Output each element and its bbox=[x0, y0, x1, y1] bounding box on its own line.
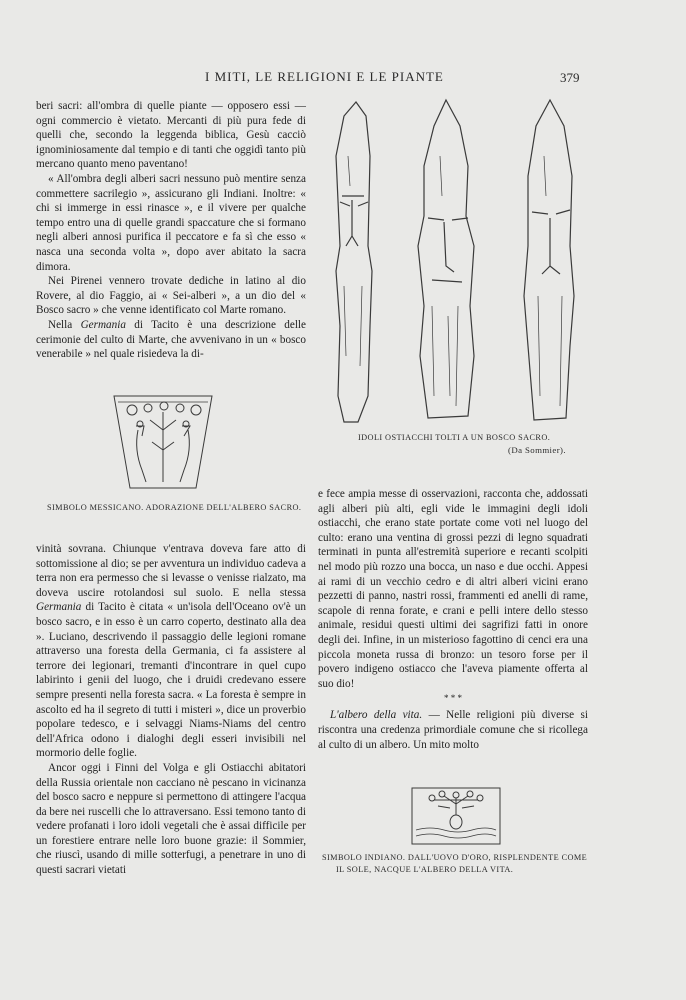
figure-source: (Da Sommier). bbox=[508, 445, 566, 455]
text-column-right bbox=[318, 487, 588, 752]
figure-caption: IL SOLE, NACQUE L'ALBERO DELLA VITA. bbox=[336, 865, 514, 874]
paragraph: e fece ampia messe di osservazioni, racconta che, addossati agli alberi più alti, egli vide le immagini degli idoli ostiacchi, che erano state portate come voti nel luogo del culto: erano una ventina di grossi pezzi di legno squadrati terminati in punta all'estremità superiore e recanti scolpiti nel modo più rozzo una bocca, un naso e due occhi. Appesi ai rami di un vecchio cedro e di altri alberi vicini erano pezzetti di panno, nastri rossi, frammenti ed anelli di rame, scapole di renna forate, e crani e pelli intere dello stesso animale, residui questi ultimi dei sagrifizi fatti in onore degli dei. Infine, in un misterioso fagottino di cenci era una piccola moneta russa di bronzo: un tesoro forse per il povero indigeno ostiacco che l'aveva piamente offerta al suo dio! bbox=[318, 488, 588, 690]
paragraph-germania: Nella Germania di Tacito è una descrizione delle cerimonie del culto di Marte, che avvenivano in un « bosco venerabile » nel quale risiedeva la di- bbox=[36, 318, 306, 361]
paragraph: Nei Pirenei vennero trovate dediche in latino al dio Rovere, al dio Faggio, ai « Sei-alberi », a un dio del « Bosco sacro » che venne identificato col Marte romano. bbox=[36, 275, 306, 317]
mexican-symbol-illustration bbox=[110, 390, 216, 494]
indian-symbol-illustration bbox=[410, 786, 502, 846]
page-number: 379 bbox=[560, 70, 580, 85]
figure-caption: SIMBOLO MESSICANO. ADORAZIONE DELL'ALBERO SACRO. bbox=[47, 503, 302, 512]
paragraph: « All'ombra degli alberi sacri nessuno può mentire senza commettere sacrilegio », assicurano gli Indiani. Inoltre: « chi si immerge in essi rinasce », e il vivere per qualche tempo entro una di quelle grandi spaccature che si formano negli alberi annosi purifica il peccatore e fa sì che esso « nasca una seconda volta », dopo aver abitato la sacra dimora. bbox=[36, 172, 306, 273]
section-divider: * * * bbox=[444, 693, 462, 704]
ostiak-idols-illustration bbox=[328, 96, 588, 426]
paragraph-albero-della-vita: L'albero della vita. — Nelle religioni più diverse si riscontra una credenza primordiale comune che si ricollega al culto di un albero. Un mito molto bbox=[318, 709, 588, 751]
paragraph: vinità sovrana. Chiunque v'entrava doveva fare atto di sottomissione al dio; se per avventura un individuo cadeva a terra non era permesso che si levasse o venisse rialzato, ma doveva uscire rotolandosi sul suolo. E nella stessa Germania di Tacito è citata « un'isola dell'Oceano ov'è un bosco sacro, e in esso è un carro coperto, destinato alla dea ». Luciano, descrivendo il passaggio delle legioni romane attraverso una foresta della Germania, ci fa assistere al terrore dei legionari, tremanti d'incontrare in quel cupo labirinto i genii del luogo, che i druidi credevano essere sempre presenti nella foresta sacra. « La foresta è sempre in ascolto ed ha il segreto di tutti i misteri », dice un proverbio popolare tedesco, e i selvaggi Niams-Niams del centro dell'Africa odono i dialoghi degli esseri invisibili nel mormorio delle foglie. bbox=[36, 543, 306, 760]
figure-caption: SIMBOLO INDIANO. DALL'UOVO D'ORO, RISPLENDENTE COME bbox=[322, 853, 588, 862]
figure-caption: IDOLI OSTIACCHI TOLTI A UN BOSCO SACRO. bbox=[358, 433, 551, 442]
text-column-bottom-left bbox=[36, 542, 306, 878]
paragraph: Ancor oggi i Finni del Volga e gli Ostiacchi abitatori della Russia orientale non cacciano nè pescano in vicinanza del bosco sacro e neppure si permettono di attingere l'acqua da bere nei ruscelli che lo attraversano. Essi temono tanto di vedere profanati i loro idoli vegetali che è assai difficile per un forestiere entrare nelle loro buone grazie: il Sommier, che riuscì, usando di mille sotterfugi, a penetrare in uno di questi sacrari vietati bbox=[36, 761, 306, 877]
paragraph: beri sacri: all'ombra di quelle piante — opposero essi — ogni commercio è vietato. Mercanti di più pura fede di quelli che, secondo la leggenda biblica, Gesù cacciò ignominiosamente dal tempio e di tanti che oggidì tanto più mercano quanto meno paventano! bbox=[36, 100, 306, 171]
text-column-top-left bbox=[36, 99, 306, 362]
running-header: I MITI, LE RELIGIONI E LE PIANTE bbox=[205, 69, 444, 84]
